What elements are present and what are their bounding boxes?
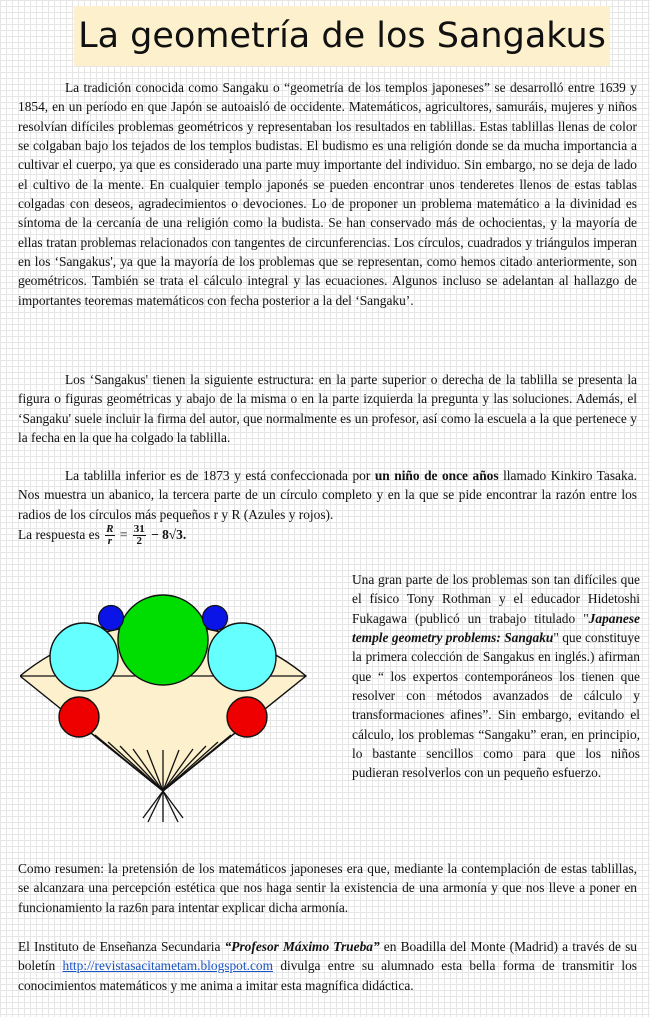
title-banner — [74, 6, 610, 66]
answer-formula — [18, 524, 186, 547]
cyan-circle-right — [208, 623, 276, 691]
constant-numerator: 31 — [133, 523, 145, 536]
constant-fraction — [133, 524, 146, 547]
page-title: La geometría de los Sangakus — [78, 16, 606, 56]
paragraph-experts — [352, 570, 640, 783]
green-circle — [118, 595, 208, 685]
paragraph-structure: Los ‘Sangakus' tienen la siguiente estructura: en la parte superior o derecha de la tablilla se presenta la figura o figuras geométricas y abajo de la misma o en la parte izquierda la pregunta y las soluciones. Además, el ‘Sangaku' suele incluir la firma del autor, que normalmente es un profesor, así como la escuela a la que pertenece y la fecha en la que ha colgado la tablilla. — [18, 372, 637, 446]
paragraph-institute — [18, 937, 637, 995]
sangaku-fan-figure — [20, 560, 320, 830]
institute-text-before: El Instituto de Enseñanza Secundaria — [18, 939, 225, 954]
tablet-text-before: La tablilla inferior es de 1873 y está confeccionada por — [65, 468, 375, 483]
institute-text-middle: en Boadilla del Monte (Madrid) a través de su boletín — [18, 939, 638, 974]
tablet-text-after: llamado Kinkiro Tasaka. Nos muestra un abanico, la tercera parte de un círculo completo y en la que se pide encontrar la razón entre los radios de los círculos más pequeños r y R (Azules y rojos). — [18, 468, 637, 522]
ratio-denominator: r — [107, 535, 112, 548]
ratio-fraction — [105, 524, 114, 547]
red-circle-right — [227, 697, 267, 737]
blue-circle-right — [203, 606, 228, 631]
experts-text-1: Una gran parte de los problemas son tan difíciles que el físico Tony Rothman y el educador Hidetoshi Fukagawa (publicó un trabajo titulado " — [352, 572, 640, 626]
answer-prefix: La respuesta es — [18, 527, 104, 542]
blog-link[interactable]: http://revistasacitametam.blogspot.com — [62, 958, 273, 974]
institute-text-after: divulga entre su alumnado esta bella forma de transmitir los conocimientos matemáticos y me anima a imitar esta magnífica didáctica. — [18, 958, 637, 993]
constant-denominator: 2 — [136, 535, 142, 548]
paragraph-tablet — [18, 466, 637, 524]
answer-rest: − 8√3. — [147, 527, 187, 542]
paragraph-summary: Como resumen: la pretensión de los matemáticos japoneses era que, mediante la contemplación de estas tablillas, se alcanzara una percepción estética que nos haga sentir la existencia de una armonía y que nos lleve a poner en funcionamiento la raz6n para intentar explicar dicha armonía. — [18, 861, 637, 915]
ratio-numerator: R — [106, 523, 114, 536]
book-title: Japanese temple geometry problems: Sangaku — [352, 610, 640, 646]
equals-sign: = — [116, 527, 131, 542]
blue-circle-left — [99, 606, 124, 631]
cyan-circle-left — [50, 623, 118, 691]
experts-text-2: " que constituye la primera colección de Sangakus en inglés.) afirman que “ los expertos contemporáneos los tienen que resolver con métodos avanzados de cálculo y transformaciones afines”. Sin embargo, evitando el cálculo, los problemas “Sangaku” eran, en principio, lo bastante sencillos como para que los niños pudieran resolverlos con un pequeño esfuerzo. — [352, 630, 640, 781]
red-circle-left — [59, 697, 99, 737]
school-name: “Profesor Máximo Trueba” — [224, 939, 380, 954]
tablet-text-bold: un niño de once años — [374, 468, 499, 483]
paragraph-intro: La tradición conocida como Sangaku o “geometría de los templos japoneses” se desarrolló entre 1639 y 1854, en un período en que Japón se autoaisló de occidente. Matemáticos, agricultores, samuráis, mujeres y niños resolvían difíciles problemas geométricos y representaban los resultados en tablillas. Estas tablillas llenas de color se colgaban bajo los tejados de los templos budistas. El budismo es una religión donde se da mucha importancia a cultivar el cuerpo, ya que es considerado una parte muy importante del individuo. Sin embargo, no se deja de lado el cultivo de la mente. En cualquier templo japonés se pueden encontrar unos tenderetes llenos de estas tablas colgadas con deseos, agradecimientos o devociones. Lo de proponer un problema matemático a la divinidad es síntoma de la cercanía de una religión como la budista. Se han conservado más de ochocientas, y la mayoría de ellas tratan problemas relacionados con tangentes de circunferencias. Los círculos, cuadrados y triángulos imperan en los ‘Sangakus', ya que la mayoría de los problemas que se representan, como hemos citado anteriormente, son geométricos. También se trata el cálculo integral y las ecuaciones. Algunos incluso se adelantan al hallazgo de importantes teoremas matemáticos con fecha posterior a la del ‘Sangaku’. — [18, 80, 637, 308]
